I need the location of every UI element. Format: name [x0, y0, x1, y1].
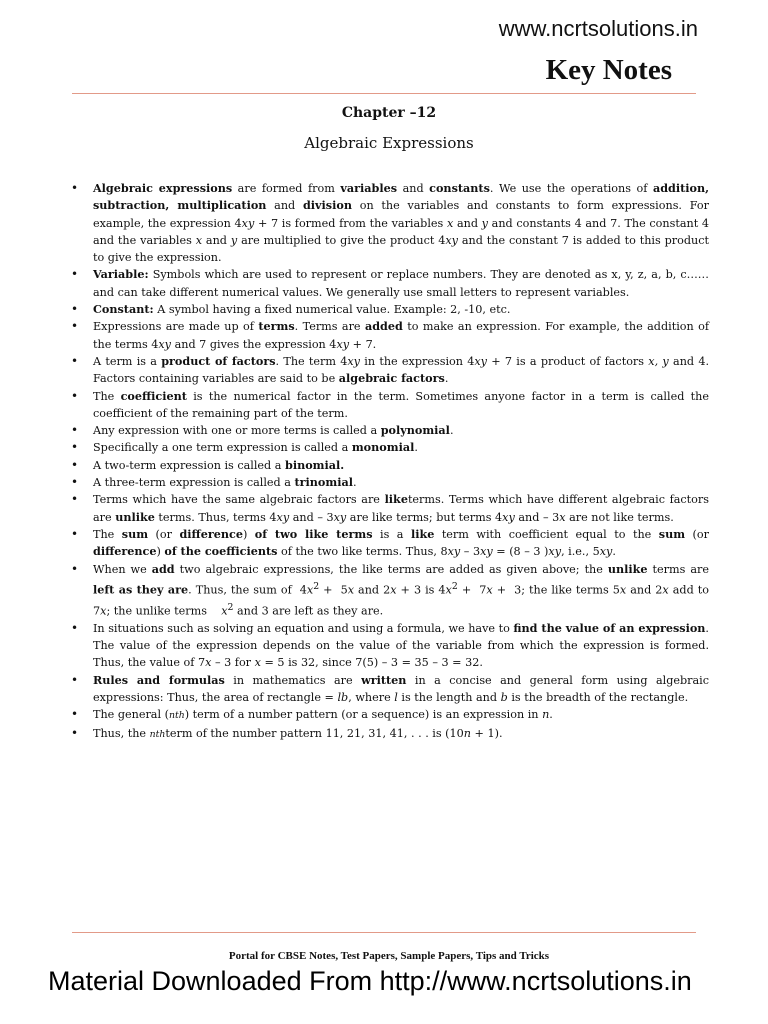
- note-item: • Algebraic expressions are formed from variables and constants. We use the operations of addition, subtraction, multiplication and division on the variables and constants to form expressions. For example, the expression 4xy + 7 is formed from the variables x and y and constants 4 and 7. The constant 4 and the variables x and y are multiplied to give the product 4xy and the constant 7 is added to this product to give the expression.: [93, 180, 709, 266]
- key-notes-list: [93, 180, 709, 743]
- note-item: • A three-term expression is called a trinomial.: [93, 474, 709, 491]
- site-url: www.ncrtsolutions.in: [498, 16, 698, 41]
- note-item: • A two-term expression is called a binomial.: [93, 457, 709, 474]
- header-divider: [72, 93, 696, 94]
- note-item: • The coefficient is the numerical factor in the term. Sometimes anyone factor in a term is called the coefficient of the remaining part of the term.: [93, 388, 709, 423]
- note-item: • The sum (or difference) of two like terms is a like term with coefficient equal to the sum (or difference) of the coefficients of the two like terms. Thus, 8xy – 3xy = (8 – 3 )xy, i.e., 5xy.: [93, 526, 709, 561]
- footer-divider: [72, 932, 696, 933]
- footer-portal-text: Portal for CBSE Notes, Test Papers, Sample Papers, Tips and Tricks: [228, 950, 550, 962]
- note-item: • A term is a product of factors. The term 4xy in the expression 4xy + 7 is a product of factors x, y and 4. Factors containing variables are said to be algebraic factors.: [93, 353, 709, 388]
- note-item: • Specifically a one term expression is called a monomial.: [93, 439, 709, 456]
- note-item: • Constant: A symbol having a fixed numerical value. Example: 2, -10, etc.: [93, 301, 709, 318]
- note-item: • Expressions are made up of terms. Terms are added to make an expression. For example, the addition of the terms 4xy and 7 gives the expression 4xy + 7.: [93, 318, 709, 353]
- key-notes-heading: Key Notes: [545, 54, 672, 86]
- note-item: • Variable: Symbols which are used to represent or replace numbers. They are denoted as x, y, z, a, b, c…… and can take different numerical values. We generally use small letters to represent variables.: [93, 266, 709, 301]
- footer-download-text: Material Downloaded From http://www.ncrtsolutions.in: [48, 966, 692, 996]
- note-item: • In situations such as solving an equation and using a formula, we have to find the value of an expression. The value of the expression depends on the value of the variable from which the expression is formed. Thus, the value of 7x – 3 for x = 5 is 32, since 7(5) – 3 = 35 – 3 = 32.: [93, 620, 709, 672]
- chapter-title: Algebraic Expressions: [304, 134, 474, 152]
- note-item: • The general (nth) term of a number pattern (or a sequence) is an expression in n.: [93, 706, 709, 724]
- note-item: • When we add two algebraic expressions, the like terms are added as given above; the unlike terms are left as they are. Thus, the sum of $4x^2 + 5x$ and 2x + 3 is $4x^2 + 7x + 3$; the like terms 5x and 2x add to 7x; the unlike terms $x^2$ and 3 are left as they are.: [93, 561, 709, 620]
- note-item: • Terms which have the same algebraic factors are liketerms. Terms which have different algebraic factors are unlike terms. Thus, terms 4xy and – 3xy are like terms; but terms 4xy and – 3x are not like terms.: [93, 491, 709, 526]
- note-item: • Thus, the nthterm of the number pattern 11, 21, 31, 41, . . . is (10n + 1).: [93, 725, 709, 743]
- note-item: • Any expression with one or more terms is called a polynomial.: [93, 422, 709, 439]
- chapter-number: Chapter –12: [341, 105, 437, 121]
- note-item: • Rules and formulas in mathematics are written in a concise and general form using algebraic expressions: Thus, the area of rectangle = lb, where l is the length and b is the breadth of the rectangle.: [93, 672, 709, 707]
